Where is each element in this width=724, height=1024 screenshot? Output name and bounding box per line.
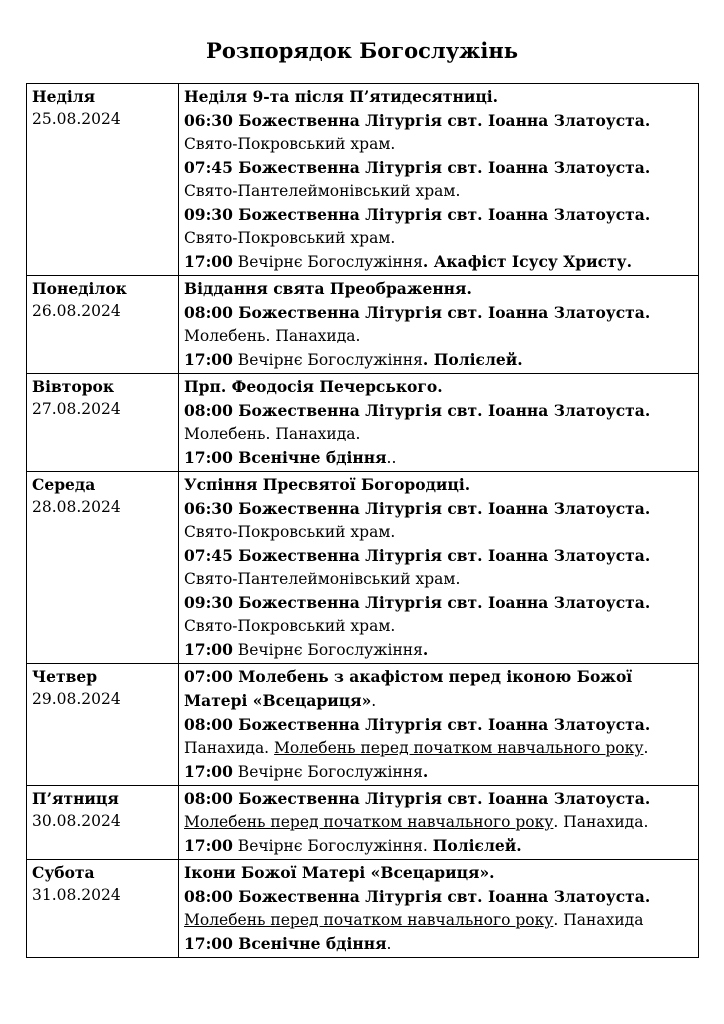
service-line [184,203,694,227]
service-text: . Панахида. [553,813,649,831]
service-line [184,638,694,662]
schedule-row [27,786,699,860]
service-text: 06:30 Божественна Літургія свт. Іоанна Златоуста. [184,111,651,130]
service-text: 08:00 Божественна Літургія свт. Іоанна Златоуста. [184,401,651,420]
day-cell [27,860,179,958]
service-text: 08:00 Божественна Літургія свт. Іоанна Златоуста. [184,715,651,734]
service-text: Свято-Пантелеймонівський храм. [184,182,461,200]
service-text: 17:00 [184,252,233,271]
service-line [184,250,694,274]
service-text: Молебень перед початком навчального року [274,739,644,757]
service-line [184,885,694,909]
day-cell [27,374,179,472]
day-name: Четвер [32,667,98,686]
service-line [184,399,694,423]
service-line [184,665,694,689]
service-line [184,615,694,638]
day-cell [27,472,179,664]
day-date: 26.08.2024 [32,302,121,320]
service-text: 06:30 Божественна Літургія свт. Іоанна Златоуста. [184,499,651,518]
service-text: Свято-Покровський храм. [184,135,396,153]
service-text: Свято-Пантелеймонівський храм. [184,570,461,588]
service-line [184,227,694,250]
day-name: Неділя [32,87,96,106]
service-line [184,544,694,568]
service-text: 07:45 Божественна Літургія свт. Іоанна Златоуста. [184,546,651,565]
service-line [184,180,694,203]
service-text: 17:00 Всенічне бдіння [184,448,387,467]
service-line [184,811,694,834]
day-name: Середа [32,475,96,494]
service-text: . [422,762,429,781]
service-text: Молебень. Панахида. [184,425,361,443]
service-line [184,760,694,784]
service-line [184,689,694,713]
page-title: Розпорядок Богослужінь [206,38,518,63]
schedule-table [26,83,699,958]
service-text: Полієлей. [432,836,522,855]
schedule-row [27,374,699,472]
day-date: 29.08.2024 [32,690,121,708]
day-date: 28.08.2024 [32,498,121,516]
service-line [184,834,694,858]
services-cell [179,786,699,860]
service-text: Панахида. [184,739,275,757]
service-line [184,497,694,521]
service-text: 08:00 Божественна Літургія свт. Іоанна Златоуста. [184,789,651,808]
service-line [184,301,694,325]
schedule-row [27,860,699,958]
service-text: 08:00 Божественна Літургія свт. Іоанна Златоуста. [184,887,651,906]
service-line [184,737,694,760]
service-text: Свято-Покровський храм. [184,229,396,247]
service-text: 17:00 Всенічне бдіння [184,934,387,953]
service-text: . [643,739,649,757]
schedule-row [27,472,699,664]
service-text: . Акафіст Ісусу Христу. [422,252,632,271]
service-line [184,861,694,885]
services-cell [179,276,699,374]
day-cell [27,84,179,276]
service-text: Вечірнє Богослужіння [232,641,423,659]
day-name: П’ятниця [32,789,119,808]
schedule-row [27,276,699,374]
service-line [184,713,694,737]
service-text: Неділя 9-та після П’ятидесятниці. [184,87,499,106]
service-text: 17:00 [184,762,233,781]
day-date: 30.08.2024 [32,812,121,830]
service-text: 17:00 [184,350,233,369]
service-line [184,156,694,180]
service-text: Свято-Покровський храм. [184,617,396,635]
service-text: Успіння Пресвятої Богородиці. [184,475,471,494]
service-line [184,85,694,109]
day-cell [27,276,179,374]
service-text: Вечірнє Богослужіння [232,763,423,781]
service-text: Віддання свята Преображення. [184,279,472,298]
service-line [184,591,694,615]
day-cell [27,664,179,786]
service-text: Молебень. Панахида. [184,327,361,345]
service-text: . Полієлей. [422,350,523,369]
day-cell [27,786,179,860]
service-line [184,423,694,446]
day-name: Понеділок [32,279,127,298]
services-cell [179,860,699,958]
services-cell [179,374,699,472]
service-text: Прп. Феодосія Печерського. [184,377,443,396]
service-line [184,109,694,133]
service-text: Вечірнє Богослужіння. [232,837,433,855]
services-cell [179,472,699,664]
service-text: . [422,640,429,659]
service-line [184,277,694,301]
service-line [184,133,694,156]
service-line [184,348,694,372]
service-line [184,932,694,956]
service-text: 08:00 Божественна Літургія свт. Іоанна Златоуста. [184,303,651,322]
day-name: Субота [32,863,95,882]
service-text: 17:00 [184,640,233,659]
service-text: Вечірнє Богослужіння [232,351,423,369]
service-text: 09:30 Божественна Літургія свт. Іоанна Златоуста. [184,205,651,224]
service-text: Свято-Покровський храм. [184,523,396,541]
service-text: . [371,692,377,710]
service-line [184,375,694,399]
service-text: Молебень перед початком навчального року [184,911,554,929]
day-date: 27.08.2024 [32,400,121,418]
services-cell [179,84,699,276]
service-line [184,325,694,348]
service-text: . [386,935,392,953]
day-date: 25.08.2024 [32,110,121,128]
schedule-row [27,84,699,276]
services-cell [179,664,699,786]
service-line [184,568,694,591]
service-text: Ікони Божої Матері «Всецариця». [184,863,495,882]
service-line [184,521,694,544]
service-line [184,446,694,470]
service-text: 07:45 Божественна Літургія свт. Іоанна Златоуста. [184,158,651,177]
service-text: Матері «Всецариця» [184,691,372,710]
day-name: Вівторок [32,377,115,396]
service-text: . Панахида [553,911,644,929]
service-line [184,473,694,497]
service-line [184,787,694,811]
service-text: 09:30 Божественна Літургія свт. Іоанна Златоуста. [184,593,651,612]
schedule-row [27,664,699,786]
service-text: 07:00 Молебень з акафістом перед іконою Божої [184,667,633,686]
service-text: .. [386,449,397,467]
service-text: Вечірнє Богослужіння [232,253,423,271]
schedule-body [27,84,699,958]
service-line [184,909,694,932]
service-text: Молебень перед початком навчального року [184,813,554,831]
day-date: 31.08.2024 [32,886,121,904]
service-text: 17:00 [184,836,233,855]
